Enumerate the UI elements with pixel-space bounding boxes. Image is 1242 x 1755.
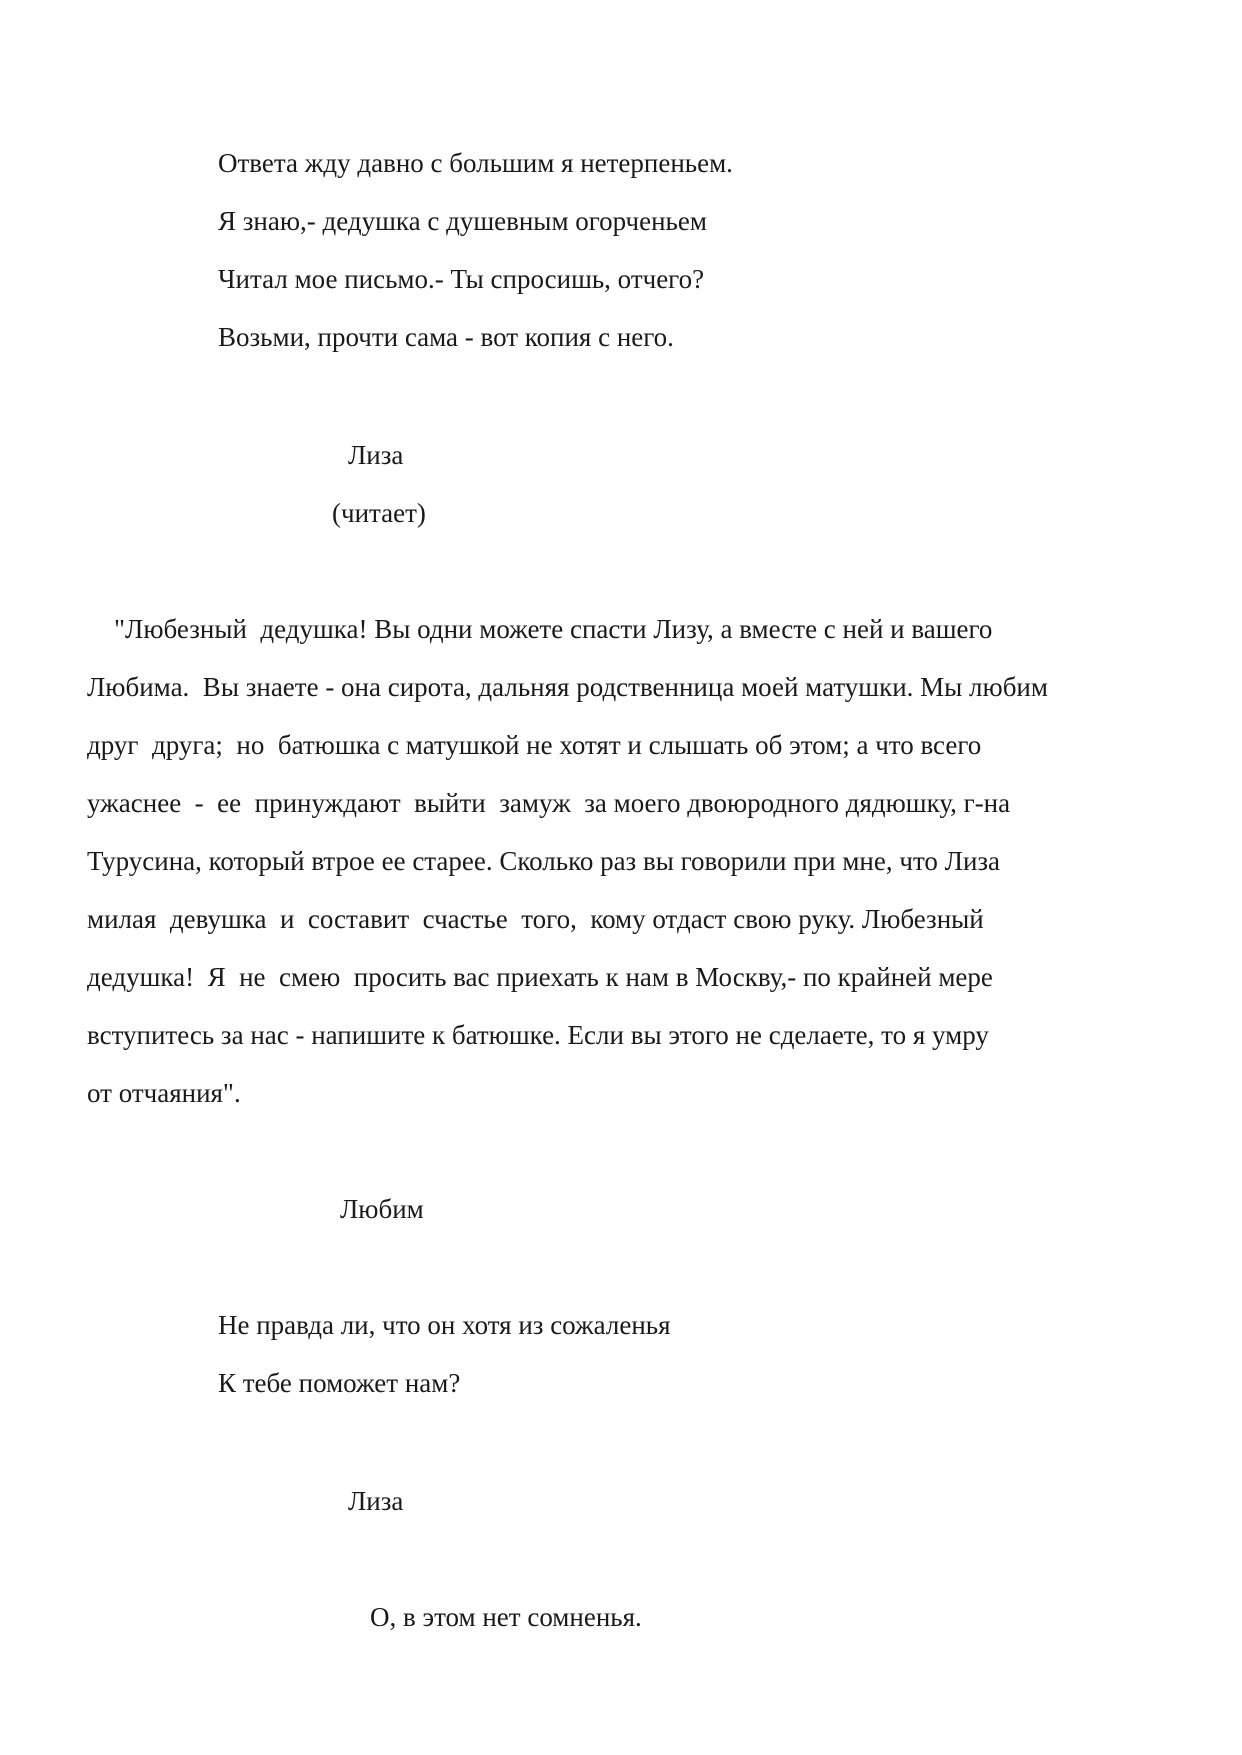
- letter-line: ужаснее - ее принуждают выйти замуж за моего двоюродного дядюшку, г-на: [87, 788, 1011, 818]
- speaker-name: Лиза: [348, 1486, 404, 1516]
- letter-line: друг друга; но батюшка с матушкой не хотят и слышать об этом; а что всего: [87, 730, 982, 760]
- speaker-name: Лиза: [348, 440, 404, 470]
- verse-line: К тебе поможет нам?: [218, 1368, 461, 1398]
- letter-line: Турусина, который втрое ее старее. Сколько раз вы говорили при мне, что Лиза: [87, 846, 1001, 876]
- letter-line: вступитесь за нас - напишите к батюшке. Если вы этого не сделаете, то я умру: [87, 1020, 989, 1050]
- letter-line: Любима. Вы знаете - она сирота, дальняя родственница моей матушки. Мы любим: [87, 672, 1048, 702]
- verse-line: Ответа жду давно с большим я нетерпеньем.: [218, 148, 733, 178]
- letter-line: милая девушка и составит счастье того, кому отдаст свою руку. Любезный: [87, 904, 984, 934]
- verse-line: Возьми, прочти сама - вот копия с него.: [218, 322, 674, 352]
- letter-line: от отчаяния".: [87, 1078, 241, 1108]
- speaker-name: Любим: [340, 1194, 424, 1224]
- letter-line: "Любезный дедушка! Вы одни можете спасти Лизу, а вместе с ней и вашего: [87, 614, 993, 644]
- stage-direction: (читает): [332, 498, 426, 528]
- reply-line: О, в этом нет сомненья.: [370, 1602, 642, 1632]
- verse-line: Я знаю,- дедушка с душевным огорченьем: [218, 206, 707, 236]
- letter-line: дедушка! Я не смею просить вас приехать к нам в Москву,- по крайней мере: [87, 962, 993, 992]
- verse-line: Читал мое письмо.- Ты спросишь, отчего?: [218, 264, 705, 294]
- verse-line: Не правда ли, что он хотя из сожаленья: [218, 1310, 671, 1340]
